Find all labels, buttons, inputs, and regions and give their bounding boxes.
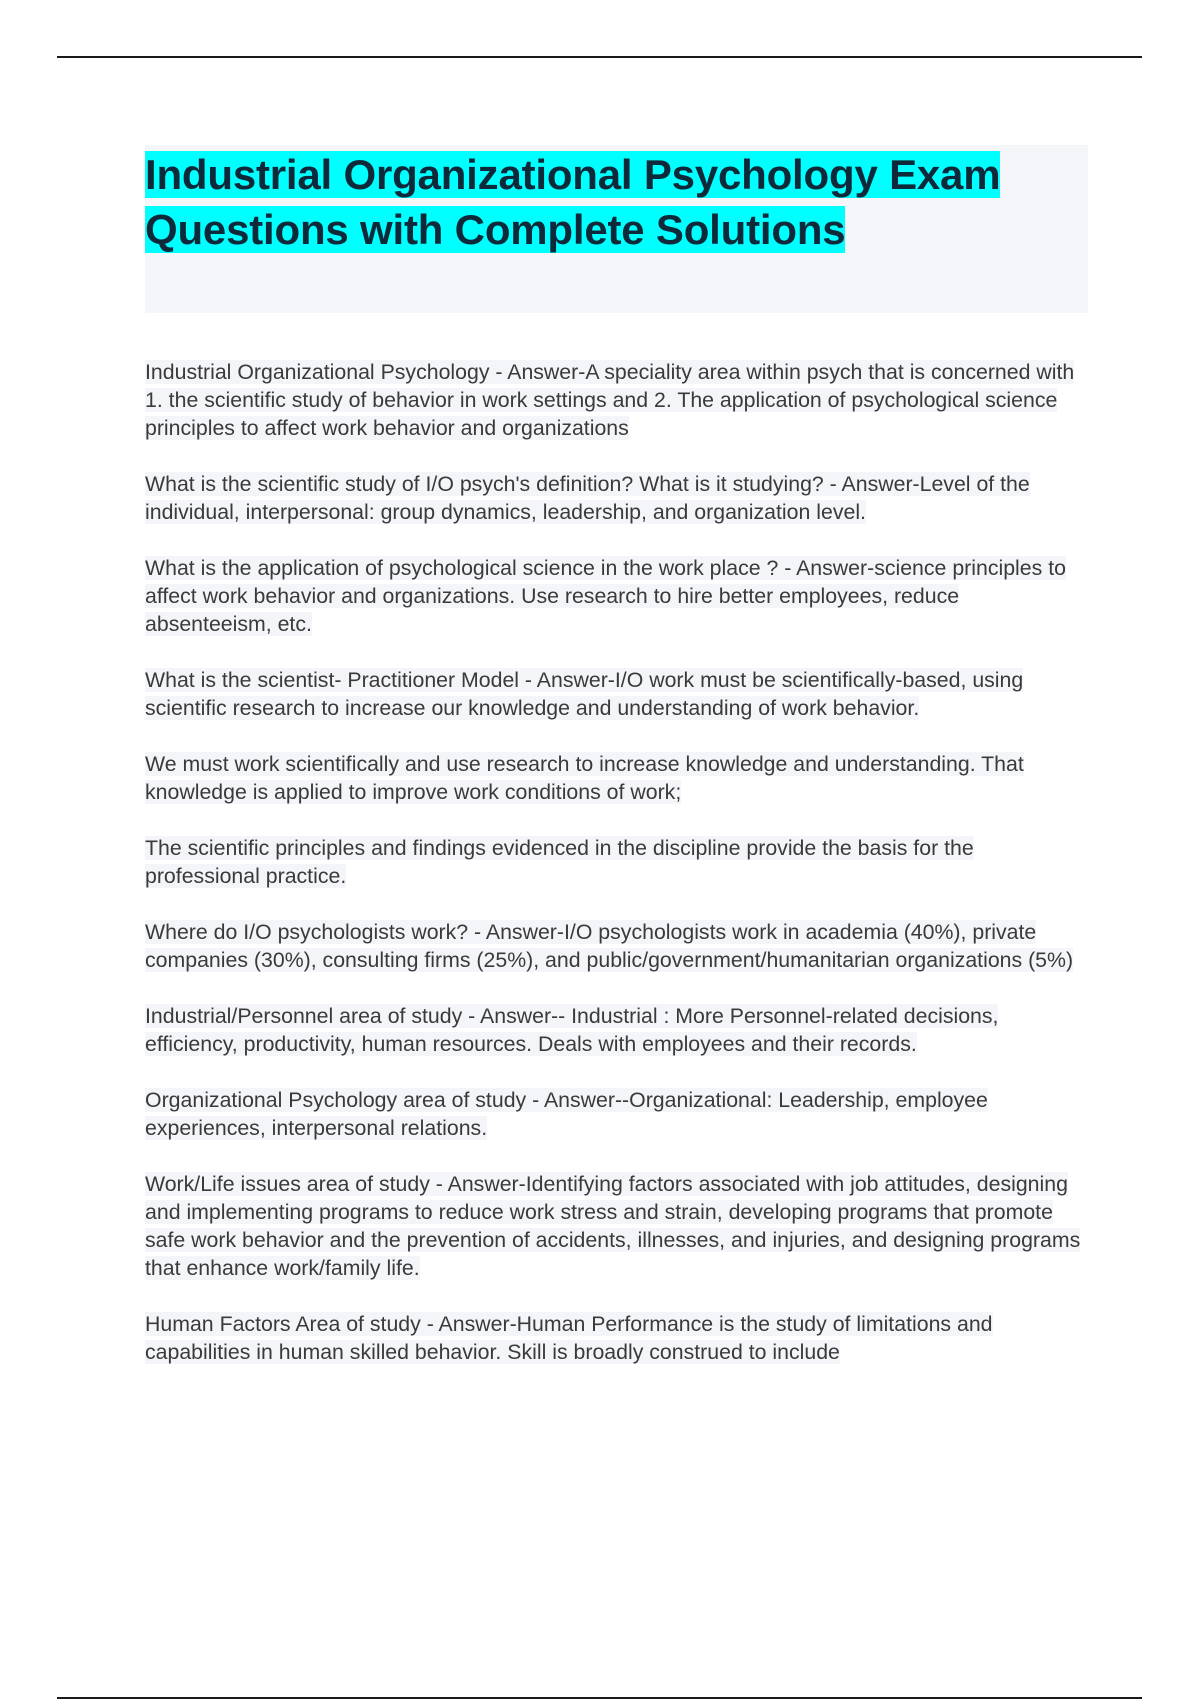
qa-paragraph bbox=[145, 470, 1090, 526]
qa-paragraph bbox=[145, 1310, 1090, 1366]
qa-paragraph bbox=[145, 1170, 1090, 1282]
footer-rule bbox=[57, 1697, 1142, 1699]
page-content bbox=[145, 145, 1090, 1394]
qa-paragraph bbox=[145, 554, 1090, 638]
header-rule bbox=[57, 56, 1142, 58]
page-title bbox=[145, 147, 1088, 257]
qa-text: What is the scientific study of I/O psych's definition? What is it studying? - Answer-Level of the individual, interpersonal: group dynamics, leadership, and organization level. bbox=[145, 472, 1030, 524]
page-title-text: Industrial Organizational Psychology Exam Questions with Complete Solutions bbox=[145, 151, 1001, 253]
qa-text: We must work scientifically and use research to increase knowledge and understanding. That knowledge is applied to improve work conditions of work; bbox=[145, 752, 1024, 804]
qa-text: Organizational Psychology area of study - Answer--Organizational: Leadership, employee experiences, interpersonal relations. bbox=[145, 1088, 988, 1140]
qa-text: Work/Life issues area of study - Answer-Identifying factors associated with job attitudes, designing and implementing programs to reduce work stress and strain, developing programs that promote safe work behavior and the prevention of accidents, illnesses, and injuries, and designing programs that enhance work/family life. bbox=[145, 1172, 1081, 1280]
qa-text: What is the scientist- Practitioner Model - Answer-I/O work must be scientifically-based, using scientific research to increase our knowledge and understanding of work behavior. bbox=[145, 668, 1024, 720]
qa-paragraph bbox=[145, 1086, 1090, 1142]
qa-text: Human Factors Area of study - Answer-Human Performance is the study of limitations and capabilities in human skilled behavior. Skill is broadly construed to include bbox=[145, 1312, 993, 1364]
qa-list bbox=[145, 358, 1090, 1366]
qa-paragraph bbox=[145, 918, 1090, 974]
qa-paragraph bbox=[145, 1002, 1090, 1058]
qa-text: Industrial Organizational Psychology - Answer-A speciality area within psych that is concerned with 1. the scientific study of behavior in work settings and 2. The application of psychological science principles to affect work behavior and organizations bbox=[145, 360, 1075, 440]
qa-text: Where do I/O psychologists work? - Answer-I/O psychologists work in academia (40%), private companies (30%), consulting firms (25%), and public/government/humanitarian organizations (5%) bbox=[145, 920, 1074, 972]
qa-text: Industrial/Personnel area of study - Answer-- Industrial : More Personnel-related decisions, efficiency, productivity, human resources. Deals with employees and their records. bbox=[145, 1004, 999, 1056]
qa-text: The scientific principles and findings evidenced in the discipline provide the basis for the professional practice. bbox=[145, 836, 974, 888]
qa-paragraph bbox=[145, 750, 1090, 806]
qa-text: What is the application of psychological science in the work place ? - Answer-science principles to affect work behavior and organizations. Use research to hire better employees, reduce absenteeism, etc. bbox=[145, 556, 1066, 636]
title-box bbox=[145, 145, 1088, 313]
qa-paragraph bbox=[145, 358, 1090, 442]
qa-paragraph bbox=[145, 834, 1090, 890]
qa-paragraph bbox=[145, 666, 1090, 722]
